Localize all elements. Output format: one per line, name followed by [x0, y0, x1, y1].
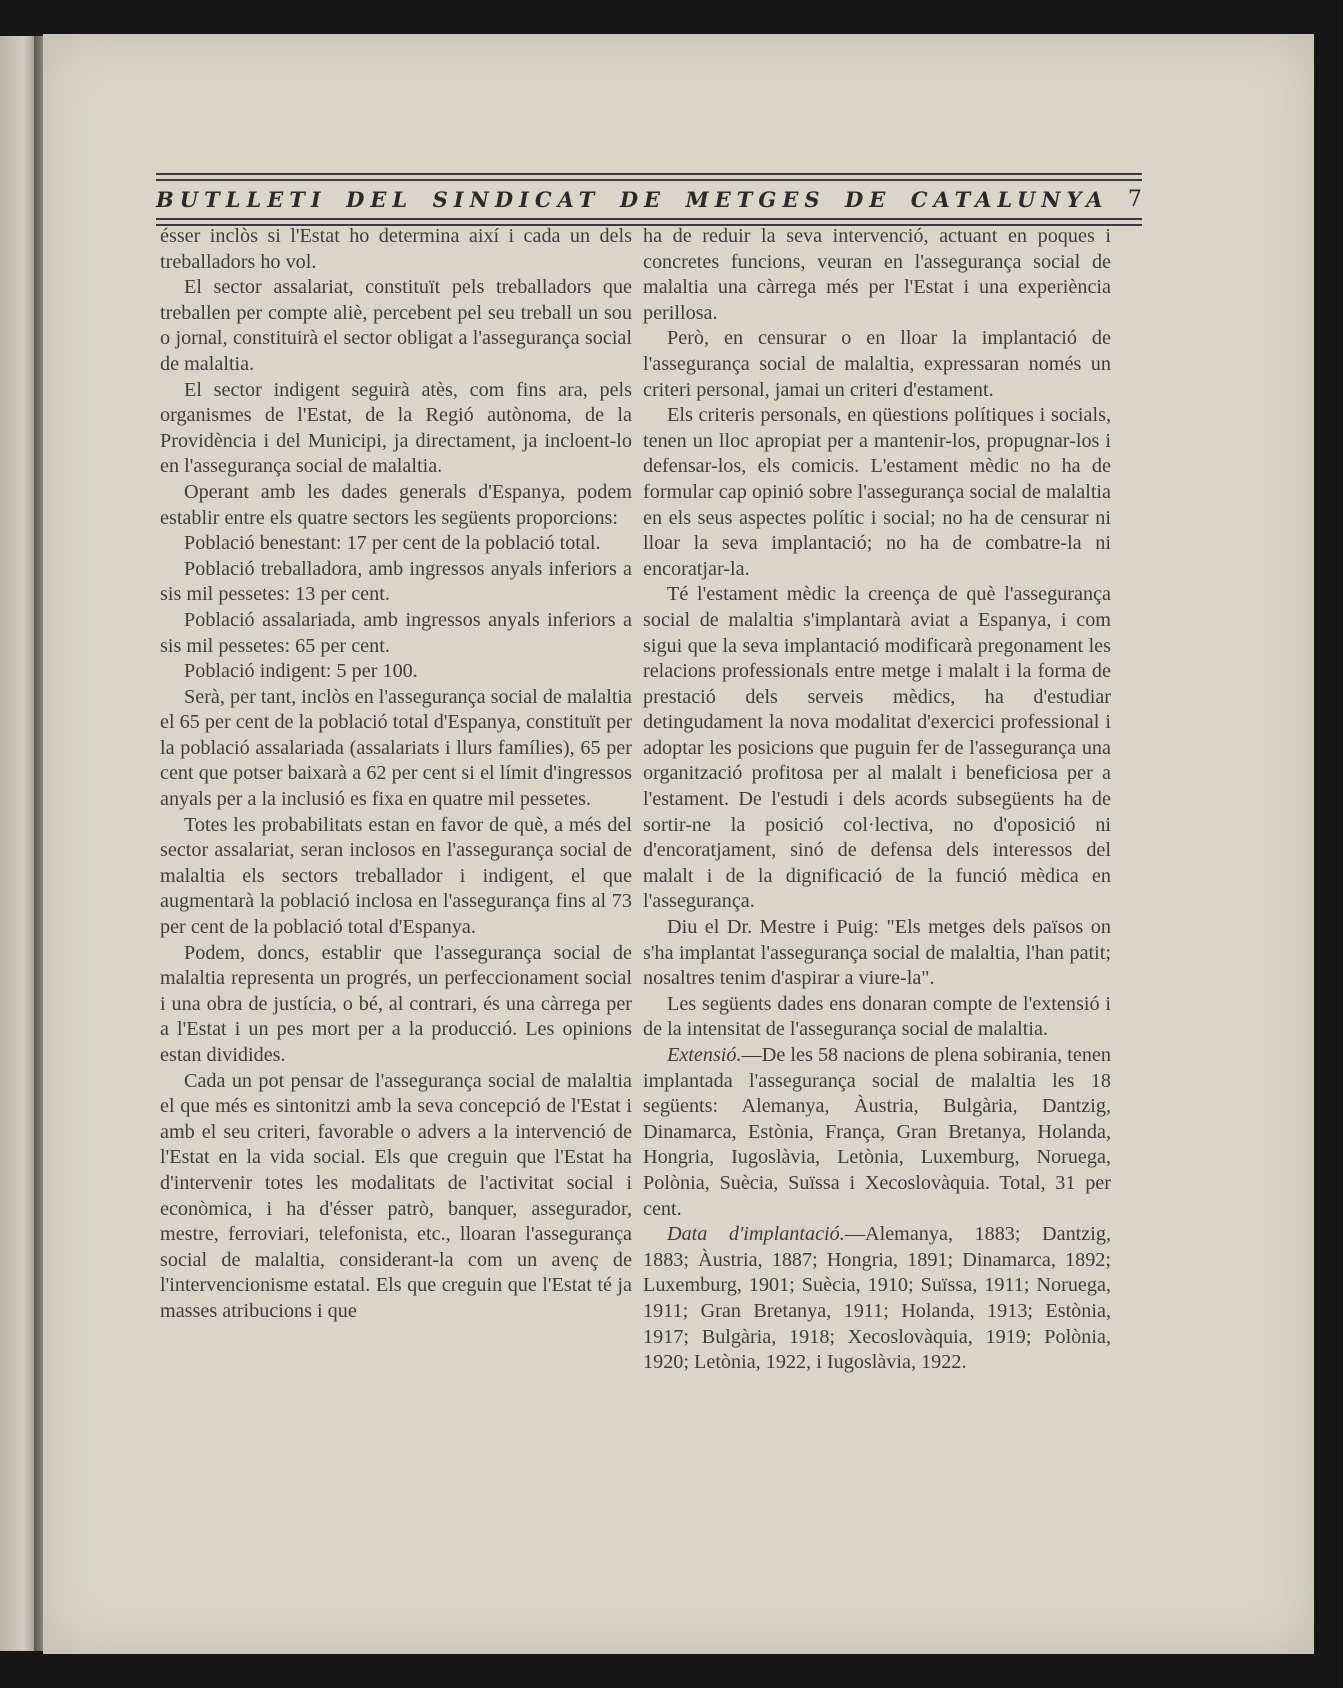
left-column — [160, 224, 632, 1325]
paragraph: El sector assalariat, constituït pels treballadors que treballen per compte aliè, percebent pel seu treball un sou o jornal, constituirà el sector obligat a l'assegurança social de malaltia. — [160, 276, 632, 375]
title-word: METGES — [685, 186, 826, 212]
right-column — [643, 224, 1111, 1376]
paragraph: ésser inclòs si l'Estat ho determina així i cada un dels treballadors ho vol. — [160, 225, 632, 273]
page-number: 7 — [1127, 186, 1142, 212]
header-rule-bottom-inner — [156, 218, 1142, 220]
running-head — [156, 137, 1142, 235]
paragraph: Població indigent: 5 per 100. — [184, 660, 418, 683]
title-word: DE — [619, 186, 667, 212]
paragraph: Cada un pot pensar de l'assegurança social de malaltia el que més es sintonitzi amb la seva concepció de l'Estat i amb el seu criteri, favorable o advers a la intervenció de l'Estat en la vida social. Els que creguin que l'Estat ha d'intervenir totes les modalitats de l'activitat social i econòmica, i ha d'ésser patrò, banquer, assegurador, mestre, ferroviari, telefonista, etc., lloaran l'assegurança social de malaltia, considerant-la com un avenç de l'intervencionisme estatal. Els que creguin que l'Estat té ja masses atribucions i que — [160, 1069, 632, 1322]
title-word: DEL — [346, 186, 414, 212]
paragraph: Té l'estament mèdic la creença de què l'assegurança social de malaltia s'implantarà aviat a Espanya, i com sigui que la seva implantació modificarà pregonament les relacions professionals entre metge i malalt i la forma de prestació dels serveis mèdics, ha d'estudiar detingudament la nova modalitat d'exercici professional i adoptar les posicions que puguin fer de l'assegurança una organització profitosa per al malalt i beneficiosa per a l'estament. De l'estudi i dels acords subsegüents ha de sortir-ne la posició col·lectiva, no d'oposició ni d'encoratjament, sinó de defensa dels interessos del malalt i de la dignificació de la funció mèdica en l'assegurança. — [643, 583, 1111, 913]
paragraph: Població assalariada, amb ingressos anyals inferiors a sis mil pessetes: 65 per cent. — [160, 608, 632, 657]
data-implantacio-label: Data d'implantació. — [667, 1223, 845, 1246]
data-implantacio-paragraph — [643, 1222, 1111, 1376]
paragraph: Però, en censurar o en lloar la implantació de l'assegurança social de malaltia, expressaran només un criteri personal, jamai un criteri d'estament. — [643, 327, 1111, 401]
journal-page — [43, 34, 1314, 1654]
journal-title — [156, 183, 1142, 215]
previous-page-edge — [0, 36, 34, 1651]
paragraph: Serà, per tant, inclòs en l'assegurança social de malaltia el 65 per cent de la població total d'Espanya, constituït per la població assalariada (assalariats i llurs famílies), 65 per cent que potser baixarà a 62 per cent si el límit d'ingressos anyals per a la inclusió es fixa en quatre mil pessetes. — [160, 685, 632, 811]
extensio-paragraph — [643, 1043, 1111, 1222]
extensio-text: —De les 58 nacions de plena sobirania, tenen implantada l'assegurança social de malaltia les 18 següents: Alemanya, Àustria, Bulgària, Dantzig, Dinamarca, Estònia, França, Gran Bretanya, Holanda, Hongria, Iugoslàvia, Letònia, Luxemburg, Noruega, Polònia, Suècia, Suïssa i Xecoslovàquia. Total, 31 per cent. — [643, 1044, 1111, 1220]
paragraph: Operant amb les dades generals d'Espanya, podem establir entre els quatre sectors les següents proporcions: — [160, 480, 632, 529]
paragraph: Els criteris personals, en qüestions polítiques i socials, tenen un lloc apropiat per a mantenir-los, propugnar-los i defensar-los, els comicis. L'estament mèdic no ha de formular cap opinió sobre l'assegurança social de malaltia en els seus aspectes polític i social; no ha de censurar ni lloar la seva implantació; no ha de combatre-la ni encoratjar-la. — [643, 404, 1111, 580]
data-implantacio-text: —Alemanya, 1883; Dantzig, 1883; Àustria, 1887; Hongria, 1891; Dinamarca, 1892; Luxemburg, 1901; Suècia, 1910; Suïssa, 1911; Noruega, 1911; Gran Bretanya, 1911; Holanda, 1913; Estònia, 1917; Bulgària, 1918; Xecoslovàquia, 1919; Polònia, 1920; Letònia, 1922, i Iugoslàvia, 1922. — [643, 1223, 1111, 1374]
title-word: CATALUNYA — [910, 186, 1109, 212]
paragraph: Totes les probabilitats estan en favor de què, a més del sector assalariat, seran inclosos en l'assegurança social de malaltia els sectors treballador i indigent, el que augmentarà la població inclosa en l'assegurança fins al 73 per cent de la població total d'Espanya. — [160, 813, 632, 939]
paragraph: Diu el Dr. Mestre i Puig: "Els metges dels països on s'ha implantat l'assegurança social de malaltia, l'han patit; nosaltres tenim d'aspirar a viure-la". — [643, 916, 1111, 990]
header-rule-top-inner — [156, 179, 1142, 181]
title-word: SINDICAT — [432, 186, 601, 212]
title-word: DE — [845, 186, 892, 212]
paragraph: Les següents dades ens donaran compte de l'extensió i de la intensitat de l'assegurança social de malaltia. — [643, 992, 1111, 1041]
paragraph: Podem, doncs, establir que l'assegurança social de malaltia representa un progrés, un perfeccionament social i una obra de justícia, o bé, al contrari, és una càrrega per a l'Estat i un pes mort per a la producció. Les opinions estan dividides. — [160, 941, 632, 1066]
paragraph: Població treballadora, amb ingressos anyals inferiors a sis mil pessetes: 13 per cent. — [160, 557, 632, 606]
paragraph: El sector indigent seguirà atès, com fins ara, pels organismes de l'Estat, de la Regió autònoma, de la Providència i del Municipi, ja directament, ja incloent-lo en l'assegurança social de malaltia. — [160, 378, 632, 478]
header-rule-top — [156, 173, 1142, 175]
paragraph: ha de reduir la seva intervenció, actuant en poques i concretes funcions, veuran en l'assegurança social de malaltia una càrrega més per l'Estat i una experiència perillosa. — [643, 225, 1111, 324]
paragraph: Població benestant: 17 per cent de la població total. — [184, 532, 601, 555]
extensio-label: Extensió. — [667, 1044, 742, 1066]
title-word: BUTLLETI — [156, 186, 327, 212]
